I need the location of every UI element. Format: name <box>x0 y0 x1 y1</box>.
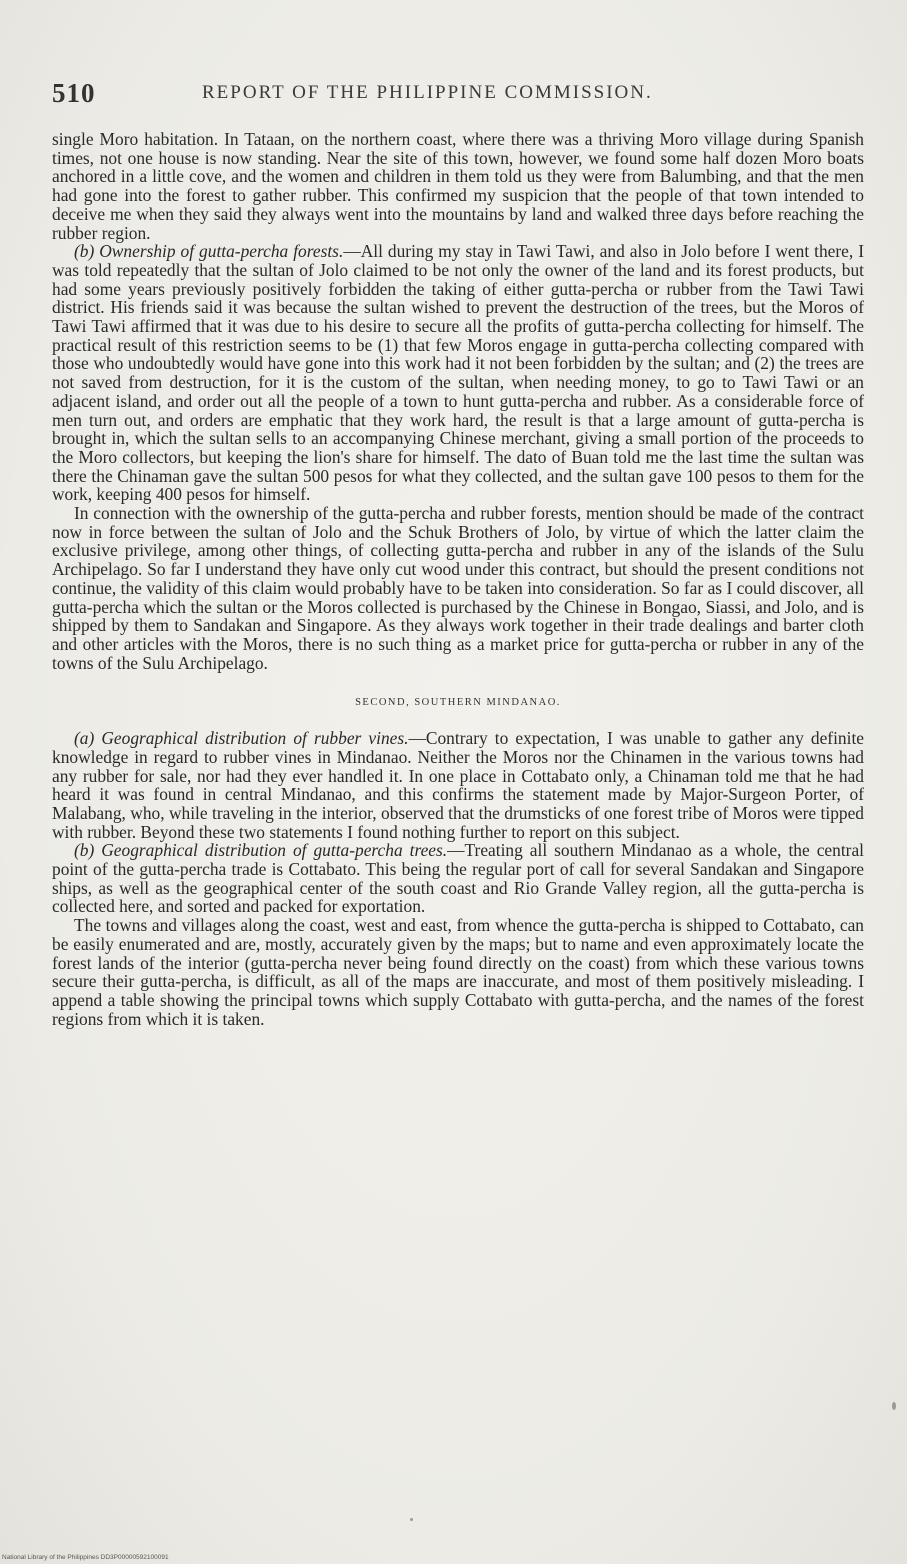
paragraph <box>52 130 864 242</box>
paragraph-text: In connection with the ownership of the gutta-percha and rubber forests, mention should be made of the contract now in force between the sultan of Jolo and the Schuk Brothers of Jolo, by virtue of which the latter claim the exclusive privilege, among other things, of collecting gutta-percha and rubber in any of the islands of the Sulu Archipelago. So far I understand they have only cut wood under this contract, but should the present conditions not continue, the validity of this claim would probably have to be taken into consideration. So far as I could discover, all gutta-percha which the sultan or the Moros collected is purchased by the Chinese in Bongao, Siassi, and Jolo, and is shipped by them to Sandakan and Singapore. As they always work together in their trade dealings and barter cloth and other articles with the Moros, there is no such thing as a market price for gutta-percha or rubber in any of the towns of the Sulu Archipelago. <box>52 503 864 673</box>
paper-speck <box>892 1402 896 1410</box>
scan-credit: National Library of the Philippines DD3P00000592100091 <box>2 1554 169 1561</box>
paragraph <box>52 242 864 504</box>
paragraph-text: —All during my stay in Tawi Tawi, and also in Jolo before I went there, I was told repeatedly that the sultan of Jolo claimed to be not only the owner of the land and its forest products, but had some years previously positively forbidden the taking of either gutta-percha or rubber from the Tawi Tawi district. His friends said it was because the sultan wished to prevent the destruction of the trees, but the Moros of Tawi Tawi affirmed that it was due to his desire to secure all the profits of gutta-percha collecting for himself. The practical result of this restriction seems to be (1) that few Moros engage in gutta-percha collecting compared with those who undoubtedly would have gone into this work had it not been forbidden by the sultan; and (2) the trees are not saved from destruction, for it is the custom of the sultan, when needing money, to go to Tawi Tawi or an adjacent island, and order out all the people of a town to hunt gutta-percha and rubber. As a considerable force of men turn out, and orders are emphatic that they work hard, the result is that a large amount of gutta-percha is brought in, which the sultan sells to an accompanying Chinese merchant, giving a small portion of the proceeds to the Moro collectors, but keeping the lion's share for himself. The dato of Buan told me the last time the sultan was there the Chinaman gave the sultan 500 pesos for what they collected, and the sultan gave 100 pesos to them for the work, keeping 400 pesos for himself. <box>52 241 865 505</box>
page-header <box>52 78 852 114</box>
paragraph <box>52 729 864 841</box>
paragraph-subheading: (a) Geographical distribution of rubber vines. <box>74 728 409 749</box>
paper-speck <box>410 1518 413 1521</box>
section-heading: SECOND, SOUTHERN MINDANAO. <box>355 697 561 709</box>
page-number: 510 <box>52 78 96 108</box>
paragraph-subheading: (b) Geographical distribution of gutta-percha trees. <box>74 840 448 861</box>
paragraph <box>52 841 864 916</box>
paragraph <box>52 504 864 672</box>
paragraph-text: The towns and villages along the coast, west and east, from whence the gutta-percha is shipped to Cottabato, can be easily enumerated and are, mostly, accurately given by the maps; but to name and even approximately locate the forest lands of the interior (gutta-percha never being found directly on the coast) from which these various towns secure their gutta-percha, is difficult, as all of the maps are inaccurate, and most of them positively misleading. I append a table showing the principal towns which supply Cottabato with gutta-percha, and the names of the forest regions from which it is taken. <box>52 915 864 1029</box>
paragraph-text: single Moro habitation. In Tataan, on the northern coast, where there was a thriving Moro village during Spanish times, not one house is now standing. Near the site of this town, however, we found some half dozen Moro boats anchored in a little cove, and the women and children in them told us they were from Balumbing, and that the men had gone into the forest to gather rubber. This confirmed my suspicion that the people of that town intended to deceive me when they said they always went into the mountains by land and walked three days before reaching the rubber region. <box>52 129 864 243</box>
running-head: REPORT OF THE PHILIPPINE COMMISSION. <box>202 82 653 103</box>
paragraph <box>52 916 864 1028</box>
paragraph-subheading: (b) Ownership of gutta-percha forests. <box>74 241 344 262</box>
paragraph-text: —Contrary to expectation, I was unable to gather any definite knowledge in regard to rubber vines in Mindanao. Neither the Moros nor the Chinamen in the various towns had any rubber for sale, nor had they ever handled it. In one place in Cottabato only, a Chinaman told me that he had heard it was found in central Mindanao, and this confirms the statement made by Major-Surgeon Porter, of Malabang, who, while traveling in the interior, observed that the drumsticks of one forest tribe of Moros were tipped with rubber. Beyond these two statements I found nothing further to report on this subject. <box>52 728 864 842</box>
paragraph-text: —Treating all southern Mindanao as a whole, the central point of the gutta-percha trade is Cottabato. This being the regular port of call for several Sandakan and Singapore ships, as well as the geographical center of the south coast and Rio Grande Valley region, all the gutta-percha is collected here, and sorted and packed for exportation. <box>52 840 864 917</box>
body-text <box>52 130 864 1028</box>
